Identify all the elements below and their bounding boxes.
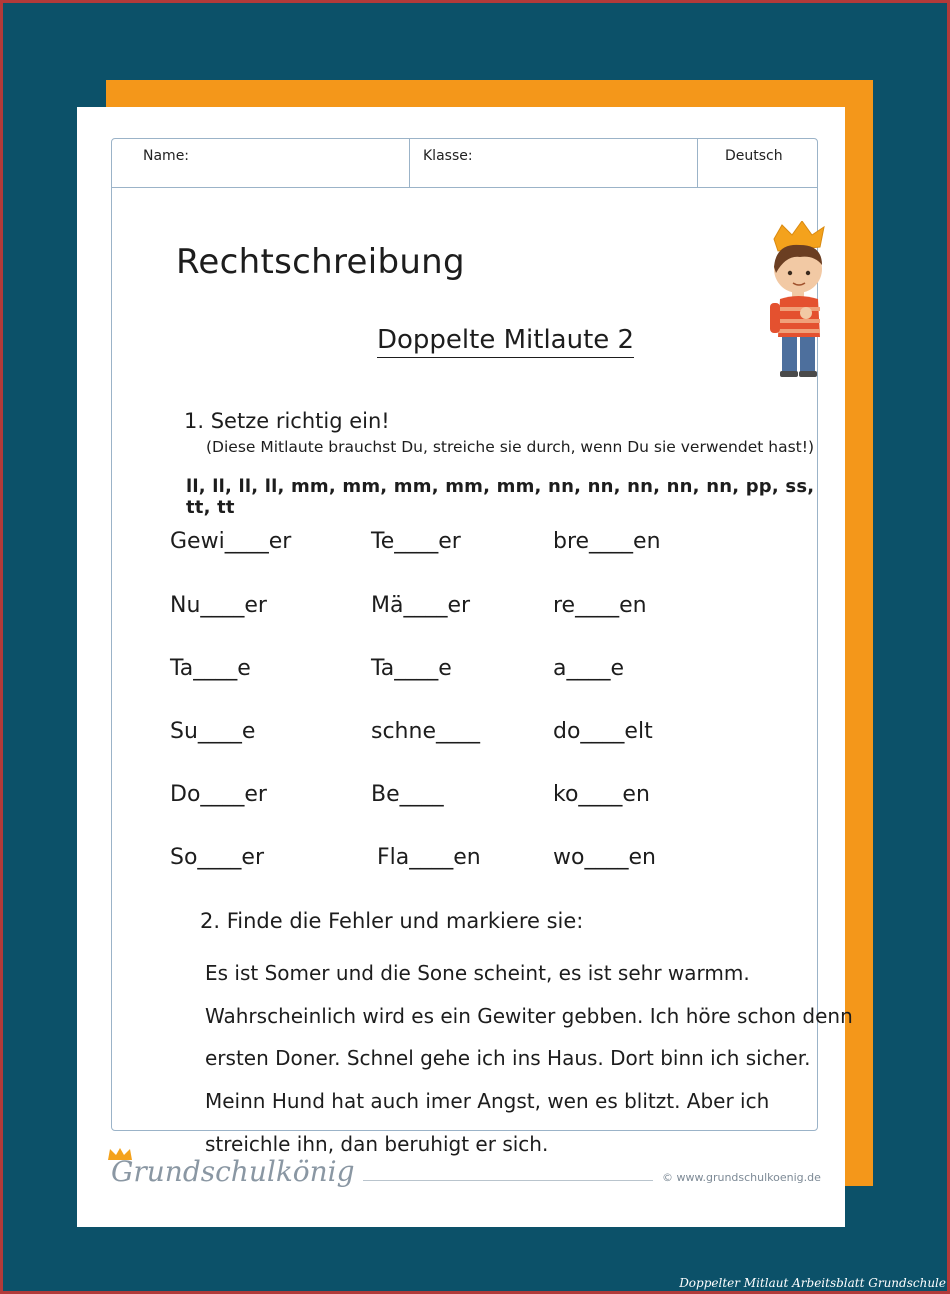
fill-word: Fla____en — [377, 845, 481, 870]
fill-word: Be____ — [371, 782, 444, 807]
name-field — [112, 139, 410, 187]
task1-title: 1. Setze richtig ein! — [184, 409, 390, 433]
header-row — [112, 139, 817, 188]
fill-word: Ta____e — [371, 656, 452, 681]
error-text-line: Meinn Hund hat auch imer Angst, wen es blitzt. Aber ich — [205, 1089, 770, 1113]
fill-word: So____er — [170, 845, 265, 870]
error-text-line: Wahrscheinlich wird es ein Gewiter gebben. Ich höre schon denn — [205, 1004, 853, 1028]
class-label: Klasse: — [423, 148, 473, 164]
fill-word: Gewi____er — [170, 529, 292, 554]
error-text-line: Es ist Somer und die Sone scheint, es ist sehr warmm. — [205, 961, 750, 985]
boy-with-crown-illustration — [762, 221, 842, 381]
fill-word: bre____en — [553, 529, 661, 554]
fill-word: Ta____e — [170, 656, 251, 681]
fill-word: wo____en — [553, 845, 656, 870]
task1-hint: (Diese Mitlaute brauchst Du, streiche sie durch, wenn Du sie verwendet hast!) — [206, 438, 814, 456]
error-text-line: streichle ihn, dan beruhigt er sich. — [205, 1132, 549, 1156]
fill-word: ko____en — [553, 782, 650, 807]
fill-word: schne____ — [371, 719, 480, 744]
fill-word: Te____er — [371, 529, 461, 554]
consonant-list: ll, ll, ll, ll, mm, mm, mm, mm, mm, nn, nn, nn, nn, nn, pp, ss, tt, tt — [186, 476, 815, 518]
footer-url: © www.grundschulkoenig.de — [662, 1171, 821, 1184]
worksheet-frame — [111, 138, 853, 1156]
error-text-line: ersten Doner. Schnel gehe ich ins Haus. Dort binn ich sicher. — [205, 1046, 811, 1070]
worksheet — [77, 107, 853, 1227]
image-caption: Doppelter Mitlaut Arbeitsblatt Grundschule — [679, 1276, 946, 1290]
fill-word: re____en — [553, 593, 647, 618]
fill-word: Do____er — [170, 782, 267, 807]
brand-logo: Grundschulkönig — [111, 1155, 355, 1188]
fill-word: Mä____er — [371, 593, 471, 618]
subject-label: Deutsch — [725, 148, 783, 164]
worksheet-subtitle: Doppelte Mitlaute 2 — [377, 325, 634, 358]
fill-word: Su____e — [170, 719, 256, 744]
name-label: Name: — [143, 148, 190, 164]
task2-title: 2. Finde die Fehler und markiere sie: — [200, 909, 584, 933]
footer-divider — [363, 1180, 653, 1181]
fill-word: a____e — [553, 656, 625, 681]
fill-word: do____elt — [553, 719, 653, 744]
worksheet-title: Rechtschreibung — [176, 242, 465, 282]
class-field — [410, 139, 698, 187]
fill-word: Nu____er — [170, 593, 267, 618]
subject-field — [698, 139, 819, 187]
